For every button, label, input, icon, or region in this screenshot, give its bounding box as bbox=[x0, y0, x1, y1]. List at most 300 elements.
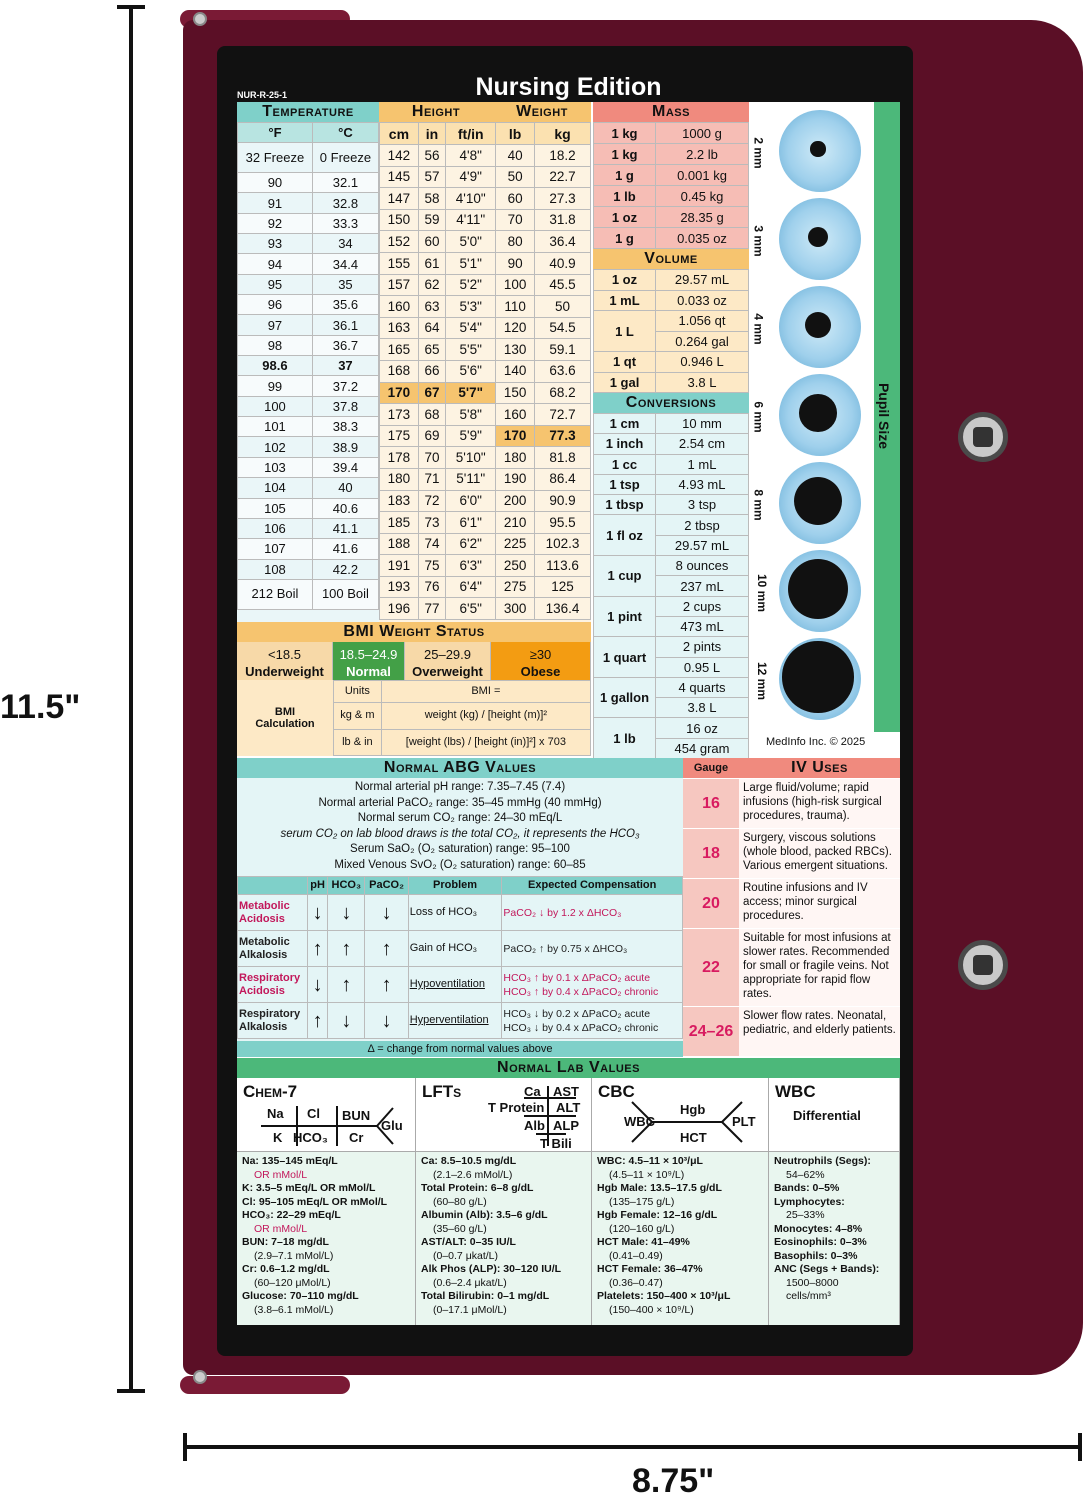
hw-col-header: in bbox=[418, 123, 445, 145]
hw-cell: 45.5 bbox=[535, 274, 591, 296]
lab-title-cbc: CBC bbox=[598, 1082, 635, 1101]
lab-value-line: Platelets: 150–400 × 10³/μL bbox=[597, 1290, 731, 1302]
lab-value-line: Eosinophils: 0–3% bbox=[774, 1236, 867, 1248]
abg-arrow: ↓ bbox=[328, 895, 365, 931]
temp-cell: 93 bbox=[238, 234, 313, 254]
bmi-category: Overweight bbox=[412, 664, 483, 679]
abg-arrow: ↑ bbox=[308, 931, 328, 967]
lab-values-lfts bbox=[416, 1152, 591, 1320]
pupil-size-header: Pupil Size bbox=[876, 382, 893, 450]
abg-line: Serum SaO₂ (O₂ saturation) range: 95–100 bbox=[350, 843, 570, 855]
temp-cell: 94 bbox=[238, 254, 313, 274]
bmi-formula: [weight (lbs) / [height (in)]²] x 703 bbox=[381, 729, 590, 756]
pupil-dot bbox=[794, 477, 843, 526]
bmi-range: <18.5 bbox=[268, 647, 301, 662]
hw-cell: 152 bbox=[380, 231, 419, 253]
conversions-to: 237 mL bbox=[656, 576, 749, 596]
temp-cell: 34 bbox=[312, 234, 378, 254]
hw-cell: 5'6" bbox=[446, 360, 496, 382]
abg-problem: Gain of HCO₃ bbox=[408, 931, 502, 967]
hw-cell: 54.5 bbox=[535, 317, 591, 339]
conversions-to: 2.54 cm bbox=[656, 434, 749, 454]
temp-cell: 96 bbox=[238, 295, 313, 315]
abg-col-header: HCO₃ bbox=[328, 877, 365, 895]
iv-uses-header: IV Uses bbox=[791, 759, 848, 776]
volume-to: 29.57 mL bbox=[656, 270, 749, 291]
hw-cell: 173 bbox=[380, 404, 419, 426]
mass-to: 2.2 lb bbox=[656, 144, 749, 165]
abg-arrow: ↑ bbox=[365, 967, 408, 1003]
iv-row bbox=[683, 828, 900, 878]
hw-cell: 130 bbox=[496, 339, 535, 361]
hw-cell: 163 bbox=[380, 317, 419, 339]
hw-col-header: kg bbox=[535, 123, 591, 145]
hw-cell: 5'11" bbox=[446, 468, 496, 490]
pupil-dot bbox=[805, 312, 831, 338]
pupil-diagram bbox=[779, 110, 861, 192]
lab-value-line: Basophils: 0–3% bbox=[774, 1249, 858, 1262]
rivet-top bbox=[193, 12, 207, 26]
hw-cell: 63 bbox=[418, 296, 445, 318]
conversions-to: 2 pints bbox=[656, 637, 749, 657]
lab-value-line: K: 3.5–5 mEq/L OR mMol/L bbox=[242, 1182, 376, 1194]
temp-cell: 38.9 bbox=[312, 437, 378, 457]
lab-panel-chem7 bbox=[237, 1078, 416, 1325]
hw-cell: 77 bbox=[418, 598, 445, 620]
lab-title-wbc: WBC bbox=[775, 1082, 816, 1101]
temp-cell: 39.4 bbox=[312, 457, 378, 477]
hw-cell: 142 bbox=[380, 145, 419, 167]
temp-cell: 100 Boil bbox=[312, 579, 378, 609]
fishbone-label: PLT bbox=[732, 1114, 756, 1129]
temp-cell: 97 bbox=[238, 315, 313, 335]
fishbone-label: Hgb bbox=[680, 1102, 706, 1117]
hw-cell: 72.7 bbox=[535, 404, 591, 426]
lab-value-line: HCO₃: 22–29 mEq/L bbox=[242, 1209, 341, 1221]
hw-cell: 160 bbox=[496, 404, 535, 426]
lab-value-line: (135–175 g/L) bbox=[609, 1195, 675, 1208]
lab-value-line: Hgb Female: 12–16 g/dL bbox=[597, 1209, 718, 1221]
lab-value-line: Neutrophils (Segs): bbox=[774, 1155, 871, 1167]
pupil-dot bbox=[782, 641, 853, 712]
temp-cell: 106 bbox=[238, 518, 313, 538]
temp-cell: 90 bbox=[238, 173, 313, 193]
conversions-header: Conversions bbox=[593, 393, 749, 413]
hw-cell: 4'10" bbox=[446, 188, 496, 210]
lab-value-line: Glucose: 70–110 mg/dL bbox=[242, 1290, 359, 1302]
pupil-diagram bbox=[779, 198, 861, 280]
conversions-to: 454 gram bbox=[656, 738, 749, 758]
lab-value-line: (0.6–2.4 μkat/L) bbox=[433, 1276, 507, 1289]
hw-cell: 57 bbox=[418, 166, 445, 188]
hw-cell: 18.2 bbox=[535, 145, 591, 167]
abg-section bbox=[237, 758, 683, 1056]
bmi-range: ≥30 bbox=[529, 647, 552, 662]
hw-cell: 5'5" bbox=[446, 339, 496, 361]
conversions-to: 2 tbsp bbox=[656, 515, 749, 535]
abg-col-header: Problem bbox=[408, 877, 502, 895]
lab-values-wbc bbox=[769, 1152, 899, 1307]
lab-value-line: Albumin (Alb): 3.5–6 g/dL bbox=[421, 1209, 548, 1221]
hw-cell: 160 bbox=[380, 296, 419, 318]
conversions-to: 4 quarts bbox=[656, 677, 749, 697]
lab-value-line: HCT Female: 36–47% bbox=[597, 1263, 703, 1275]
lab-value-line: Total Protein: 6–8 g/dL bbox=[421, 1182, 534, 1194]
width-dimension-line bbox=[183, 1445, 1082, 1449]
abg-comp-line: PaCO₂ ↓ by 1.2 x ΔHCO₃ bbox=[503, 906, 622, 919]
lab-value-line: Alk Phos (ALP): 30–120 IU/L bbox=[421, 1263, 562, 1275]
hw-cell: 40.9 bbox=[535, 252, 591, 274]
fishbone-lines bbox=[416, 1078, 592, 1152]
conversions-from: 1 cup bbox=[594, 556, 656, 597]
bmi-calc-label: BMI Calculation bbox=[255, 706, 315, 730]
lab-values-cbc bbox=[592, 1152, 768, 1320]
temperature-table bbox=[237, 122, 379, 610]
temp-cell: 35.6 bbox=[312, 295, 378, 315]
pupil-size-label: 2 mm bbox=[751, 137, 766, 169]
hw-cell: 225 bbox=[496, 533, 535, 555]
iv-use-text: Large fluid/volume; rapid infusions (high-risk surgical procedures, trauma). bbox=[739, 779, 900, 828]
temp-col-header: °C bbox=[312, 123, 378, 143]
hw-cell: 102.3 bbox=[535, 533, 591, 555]
fishbone-label: WBC bbox=[624, 1114, 656, 1129]
units-section bbox=[593, 102, 749, 756]
hw-cell: 73 bbox=[418, 512, 445, 534]
hw-cell: 165 bbox=[380, 339, 419, 361]
temperature-section bbox=[237, 102, 379, 622]
hw-cell: 145 bbox=[380, 166, 419, 188]
bmi-status-cell bbox=[333, 642, 405, 680]
iv-row bbox=[683, 928, 900, 1006]
hw-cell: 170 bbox=[496, 425, 535, 447]
lab-value-line: cells/mm³ bbox=[786, 1290, 831, 1302]
temp-cell: 101 bbox=[238, 417, 313, 437]
hw-cell: 60 bbox=[496, 188, 535, 210]
lab-value-line: (3.8–6.1 mMol/L) bbox=[254, 1303, 334, 1316]
labs-header: Normal Lab Values bbox=[237, 1058, 900, 1078]
lab-value-line: Cl: 95–105 mEq/L OR mMol/L bbox=[242, 1195, 388, 1208]
lab-value-line: ANC (Segs + Bands): bbox=[774, 1263, 880, 1275]
fishbone-label: Cr bbox=[349, 1130, 364, 1145]
conversions-to: 1 mL bbox=[656, 454, 749, 474]
abg-problem: Hypoventilation bbox=[408, 967, 502, 1003]
abg-comp-line: HCO₃ ↓ by 0.2 x ΔPaCO₂ acute bbox=[503, 1007, 651, 1020]
abg-col-header: PaCO₂ bbox=[365, 877, 408, 895]
hw-cell: 113.6 bbox=[535, 555, 591, 577]
volume-to: 3.8 L bbox=[656, 372, 749, 393]
hw-cell: 36.4 bbox=[535, 231, 591, 253]
pupil-dot bbox=[810, 141, 825, 156]
abg-line: serum CO₂ on lab blood draws is the total CO₂, it represents the HCO₃ bbox=[280, 827, 640, 840]
mass-to: 0.035 oz bbox=[656, 228, 749, 249]
hw-cell: 31.8 bbox=[535, 209, 591, 231]
mass-table bbox=[593, 122, 749, 249]
temp-cell: 99 bbox=[238, 376, 313, 396]
hw-cell: 193 bbox=[380, 576, 419, 598]
bmi-category: Normal bbox=[346, 664, 391, 679]
pupil-size-label: 10 mm bbox=[755, 573, 770, 613]
temp-cell: 107 bbox=[238, 539, 313, 559]
mass-header: Mass bbox=[593, 102, 749, 122]
lab-value-line: (4.5–11 × 10⁹/L) bbox=[609, 1168, 685, 1181]
lab-panel-lfts bbox=[416, 1078, 592, 1325]
temp-cell: 42.2 bbox=[312, 559, 378, 579]
lab-value-line: BUN: 7–18 mg/dL bbox=[242, 1236, 329, 1248]
hw-cell: 5'0" bbox=[446, 231, 496, 253]
hw-cell: 90.9 bbox=[535, 490, 591, 512]
lab-value-line: (60–80 g/L) bbox=[433, 1195, 487, 1208]
hw-cell: 64 bbox=[418, 317, 445, 339]
hw-cell: 72 bbox=[418, 490, 445, 512]
hw-cell: 40 bbox=[496, 145, 535, 167]
hw-cell: 136.4 bbox=[535, 598, 591, 620]
bmi-status-cell bbox=[491, 642, 591, 680]
fishbone-label: BUN bbox=[342, 1108, 371, 1123]
hw-cell: 6'5" bbox=[446, 598, 496, 620]
lab-value-line: Lymphocytes: bbox=[774, 1195, 845, 1208]
volume-to: 1.056 qt bbox=[656, 311, 749, 332]
fishbone-line bbox=[632, 1122, 652, 1142]
lab-title-lfts: LFTs bbox=[422, 1082, 462, 1101]
gauge-value: 22 bbox=[683, 929, 739, 1006]
lab-diagram-chem7 bbox=[237, 1078, 415, 1152]
abg-arrow: ↓ bbox=[365, 1003, 408, 1039]
lab-value-line: (0–17.1 μMol/L) bbox=[433, 1303, 507, 1316]
abg-arrow: ↓ bbox=[328, 1003, 365, 1039]
volume-from: 1 oz bbox=[594, 270, 656, 291]
conversions-from: 1 quart bbox=[594, 637, 656, 678]
temp-cell: 212 Boil bbox=[238, 579, 313, 609]
temp-cell: 34.4 bbox=[312, 254, 378, 274]
bmi-units-label: Units bbox=[334, 681, 382, 703]
hw-cell: 60 bbox=[418, 231, 445, 253]
lab-value-line: 25–33% bbox=[786, 1209, 825, 1221]
fishbone-label: HCO₃ bbox=[293, 1130, 328, 1145]
hw-cell: 5'7" bbox=[446, 382, 496, 404]
temp-cell: 32.8 bbox=[312, 193, 378, 213]
lab-value-line: OR mMol/L bbox=[254, 1222, 308, 1235]
hw-cell: 59 bbox=[418, 209, 445, 231]
abg-header: Normal ABG Values bbox=[237, 758, 683, 778]
hw-cell: 110 bbox=[496, 296, 535, 318]
conversions-to: 10 mm bbox=[656, 414, 749, 434]
hw-cell: 190 bbox=[496, 468, 535, 490]
temp-cell: 98.6 bbox=[238, 356, 313, 376]
bmi-unit: kg & m bbox=[334, 703, 382, 730]
temp-cell: 32 Freeze bbox=[238, 143, 313, 173]
hw-cell: 74 bbox=[418, 533, 445, 555]
bmi-range: 25–29.9 bbox=[424, 647, 471, 662]
hw-cell: 300 bbox=[496, 598, 535, 620]
temp-cell: 102 bbox=[238, 437, 313, 457]
temp-cell: 32.1 bbox=[312, 173, 378, 193]
conversions-from: 1 gallon bbox=[594, 677, 656, 718]
hw-cell: 185 bbox=[380, 512, 419, 534]
volume-from: 1 mL bbox=[594, 290, 656, 311]
lab-value-line: Hgb Male: 13.5–17.5 g/dL bbox=[597, 1182, 722, 1194]
hw-cell: 180 bbox=[496, 447, 535, 469]
hw-col-header: ft/in bbox=[446, 123, 496, 145]
abg-disorder: Respiratory Alkalosis bbox=[238, 1003, 308, 1039]
temp-cell: 38.3 bbox=[312, 417, 378, 437]
hw-cell: 150 bbox=[496, 382, 535, 404]
hw-cell: 5'8" bbox=[446, 404, 496, 426]
mass-from: 1 lb bbox=[594, 186, 656, 207]
lab-panel-cbc bbox=[592, 1078, 769, 1325]
bmi-header: BMI Weight Status bbox=[237, 622, 591, 642]
abg-line: Normal arterial PaCO₂ range: 35–45 mmHg (40 mmHg) bbox=[318, 796, 602, 809]
height-weight-table bbox=[379, 122, 591, 620]
conversions-to: 29.57 mL bbox=[656, 535, 749, 555]
conversions-from: 1 tsp bbox=[594, 474, 656, 494]
height-header: Height bbox=[411, 103, 461, 120]
mass-from: 1 kg bbox=[594, 144, 656, 165]
hw-cell: 100 bbox=[496, 274, 535, 296]
lab-value-line: AST/ALT: 0–35 IU/L bbox=[421, 1236, 516, 1248]
conversions-to: 8 ounces bbox=[656, 556, 749, 576]
hw-cell: 250 bbox=[496, 555, 535, 577]
volume-to: 0.264 gal bbox=[656, 331, 749, 352]
hw-cell: 140 bbox=[496, 360, 535, 382]
hw-cell: 90 bbox=[496, 252, 535, 274]
hw-cell: 178 bbox=[380, 447, 419, 469]
hw-cell: 191 bbox=[380, 555, 419, 577]
reference-card bbox=[237, 72, 900, 1325]
hw-cell: 157 bbox=[380, 274, 419, 296]
pupil-diagram bbox=[779, 374, 861, 456]
hw-cell: 62 bbox=[418, 274, 445, 296]
temp-cell: 92 bbox=[238, 213, 313, 233]
hw-cell: 168 bbox=[380, 360, 419, 382]
hw-cell: 63.6 bbox=[535, 360, 591, 382]
temp-cell: 41.1 bbox=[312, 518, 378, 538]
temperature-header: Temperature bbox=[237, 102, 379, 122]
bmi-status-cell bbox=[237, 642, 333, 680]
lab-value-line: Monocytes: 4–8% bbox=[774, 1222, 863, 1235]
abg-compensation bbox=[502, 895, 683, 931]
hw-col-header: lb bbox=[496, 123, 535, 145]
temp-cell: 36.7 bbox=[312, 335, 378, 355]
abg-arrow: ↓ bbox=[308, 895, 328, 931]
mass-to: 0.45 kg bbox=[656, 186, 749, 207]
temp-cell: 37.2 bbox=[312, 376, 378, 396]
conversions-from: 1 lb bbox=[594, 718, 656, 759]
lab-value-line: 1500–8000 bbox=[786, 1276, 839, 1289]
hw-cell: 150 bbox=[380, 209, 419, 231]
conversions-table bbox=[593, 413, 749, 759]
abg-comp-line: HCO₃ ↑ by 0.4 x ΔPaCO₂ chronic bbox=[503, 985, 659, 998]
abg-line: Mixed Venous SvO₂ (O₂ saturation) range: 60–85 bbox=[334, 858, 586, 871]
pupil-diagram bbox=[779, 286, 861, 368]
bmi-unit: lb & in bbox=[334, 729, 382, 756]
conversions-from: 1 fl oz bbox=[594, 515, 656, 556]
temp-cell: 40.6 bbox=[312, 498, 378, 518]
hw-cell: 188 bbox=[380, 533, 419, 555]
conversions-to: 0.95 L bbox=[656, 657, 749, 677]
abg-col-header: pH bbox=[308, 877, 328, 895]
hw-cell: 58 bbox=[418, 188, 445, 210]
lab-title-chem7: Chem-7 bbox=[243, 1082, 298, 1101]
abg-comp-line: HCO₃ ↓ by 0.4 x ΔPaCO₂ chronic bbox=[503, 1021, 659, 1034]
iv-use-text: Suitable for most infusions at slower rates. Recommended for small or fragile veins. Not appropriate for rapid flow rates. bbox=[739, 929, 900, 1006]
bmi-section bbox=[237, 622, 591, 756]
bmi-category: Underweight bbox=[245, 664, 324, 679]
hw-cell: 196 bbox=[380, 598, 419, 620]
abg-disorder: Metabolic Acidosis bbox=[238, 895, 308, 931]
hw-cell: 5'3" bbox=[446, 296, 496, 318]
mass-from: 1 g bbox=[594, 228, 656, 249]
temp-cell: 105 bbox=[238, 498, 313, 518]
conversions-to: 4.93 mL bbox=[656, 474, 749, 494]
conversions-to: 3 tsp bbox=[656, 495, 749, 515]
abg-problem: Hyperventilation bbox=[408, 1003, 502, 1039]
hw-cell: 183 bbox=[380, 490, 419, 512]
hw-cell: 59.1 bbox=[535, 339, 591, 361]
bmi-range: 18.5–24.9 bbox=[339, 647, 398, 662]
abg-col-header: Expected Compensation bbox=[502, 877, 683, 895]
hw-cell: 68 bbox=[418, 404, 445, 426]
volume-header: Volume bbox=[593, 249, 749, 269]
fishbone-label: Na bbox=[267, 1106, 284, 1121]
abg-arrow: ↓ bbox=[308, 967, 328, 1003]
iv-section bbox=[683, 758, 900, 1056]
hw-cell: 27.3 bbox=[535, 188, 591, 210]
temp-cell: 37 bbox=[312, 356, 378, 376]
lab-value-line: 54–62% bbox=[786, 1168, 825, 1181]
hw-cell: 71 bbox=[418, 468, 445, 490]
hw-cell: 6'2" bbox=[446, 533, 496, 555]
hw-cell: 81.8 bbox=[535, 447, 591, 469]
abg-comp-line: HCO₃ ↑ by 0.1 x ΔPaCO₂ acute bbox=[503, 971, 651, 984]
lab-diagram-lfts bbox=[416, 1078, 591, 1152]
fishbone-line bbox=[377, 1108, 393, 1126]
volume-to: 0.946 L bbox=[656, 352, 749, 373]
hw-cell: 5'9" bbox=[446, 425, 496, 447]
temp-cell: 41.6 bbox=[312, 539, 378, 559]
fishbone-label: HCT bbox=[680, 1130, 707, 1145]
conversions-to: 2 cups bbox=[656, 596, 749, 616]
lab-value-line: Total Bilirubin: 0–1 mg/dL bbox=[421, 1290, 550, 1302]
abg-compensation bbox=[502, 931, 683, 967]
iv-row bbox=[683, 1006, 900, 1056]
temp-cell: 108 bbox=[238, 559, 313, 579]
temp-cell: 95 bbox=[238, 274, 313, 294]
lab-value-line: WBC: 4.5–11 × 10³/μL bbox=[597, 1155, 703, 1167]
hw-cell: 147 bbox=[380, 188, 419, 210]
lab-value-line: (35–60 g/L) bbox=[433, 1222, 487, 1235]
bmi-category: Obese bbox=[520, 664, 561, 679]
pupil-size-label: 12 mm bbox=[755, 661, 770, 701]
hw-cell: 61 bbox=[418, 252, 445, 274]
hw-cell: 5'1" bbox=[446, 252, 496, 274]
abg-disorder: Respiratory Acidosis bbox=[238, 967, 308, 1003]
conversions-to: 3.8 L bbox=[656, 698, 749, 718]
hw-cell: 86.4 bbox=[535, 468, 591, 490]
fishbone-label: ALT bbox=[556, 1100, 581, 1115]
hw-cell: 6'0" bbox=[446, 490, 496, 512]
mass-to: 1000 g bbox=[656, 123, 749, 144]
volume-from: 1 qt bbox=[594, 352, 656, 373]
lab-panel-wbc bbox=[769, 1078, 900, 1325]
hw-cell: 80 bbox=[496, 231, 535, 253]
pupil-dot bbox=[808, 227, 829, 248]
lab-value-line: Bands: 0–5% bbox=[774, 1182, 840, 1194]
abg-line: Normal serum CO₂ range: 24–30 mEq/L bbox=[357, 812, 563, 824]
lab-value-line: (120–160 g/L) bbox=[609, 1222, 675, 1235]
hw-cell: 155 bbox=[380, 252, 419, 274]
lab-diagram-wbc bbox=[769, 1078, 899, 1152]
temp-cell: 35 bbox=[312, 274, 378, 294]
